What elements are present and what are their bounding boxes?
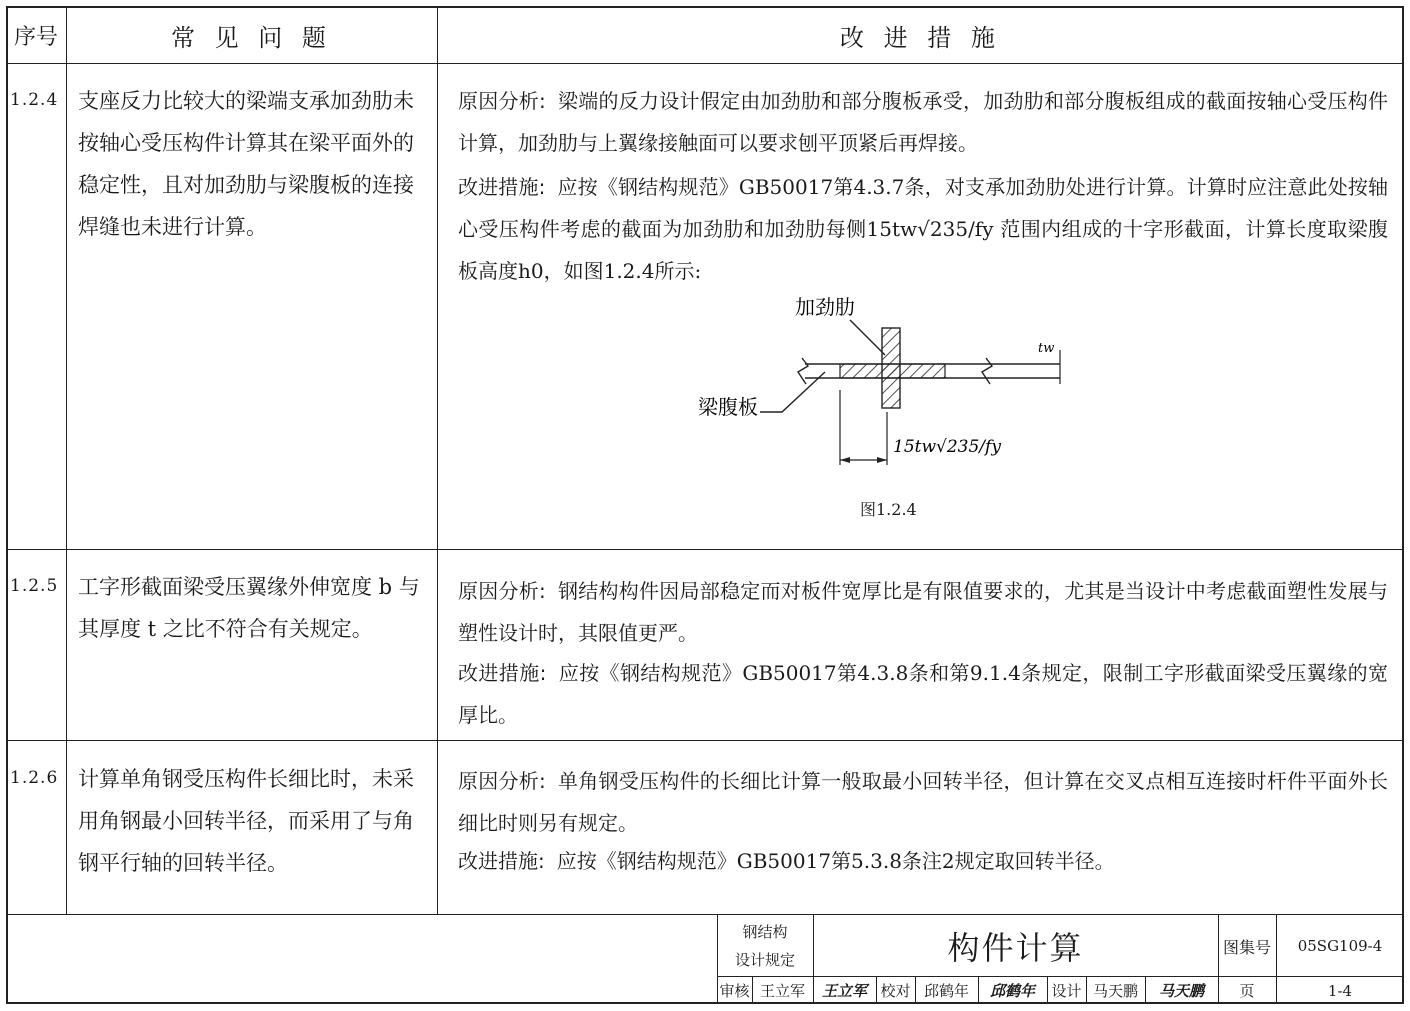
row-number: 1.2.4: [10, 90, 59, 110]
break-right: [982, 358, 992, 384]
measure-text: 应按《钢结构规范》GB50017第4.3.7条，对支承加劲肋处进行计算。计算时应注意此处按轴心受压构件考虑的截面为加劲肋和加劲肋每侧15tw√235/fy 范围内组成的十字形截面，计算长度取梁腹板高度h0，如图1.2.4所示:: [458, 175, 1389, 283]
web-label: 梁腹板: [698, 395, 758, 419]
col-divider-2: [437, 6, 438, 914]
figure-caption: 图1.2.4: [860, 500, 917, 519]
dim-arrow-right: [877, 457, 887, 463]
cause-text: 梁端的反力设计假定由加劲肋和部分腹板承受，加劲肋和部分腹板组成的截面按轴心受压构件计算，加劲肋与上翼缘接触面可以要求刨平顶紧后再焊接。: [458, 89, 1388, 155]
break-left: [798, 358, 808, 384]
tb-designer-signature: 马天鹏: [1158, 982, 1204, 1000]
tb-design-label: 设计: [1051, 982, 1082, 1000]
row-divider-1: [6, 549, 1404, 550]
measure-paragraph: [458, 166, 1388, 292]
cause-paragraph: [458, 760, 1388, 844]
stiffener-label: 加劲肋: [795, 295, 855, 319]
tb-title: 构件计算: [947, 929, 1084, 967]
col-divider-1: [66, 6, 67, 914]
tb-reviewer: 王立军: [759, 982, 805, 1000]
tb-review-label: 审核: [719, 982, 750, 1000]
tb-category-line2: 设计规定: [734, 950, 795, 969]
problem-text: 工字形截面梁受压翼缘外伸宽度 b 与其厚度 t 之比不符合有关规定。: [78, 575, 420, 641]
cause-text: 单角钢受压构件的长细比计算一般取最小回转半径，但计算在交叉点相互连接时杆件平面外长细比时则另有规定。: [458, 769, 1388, 835]
dim-arrow-left: [840, 457, 850, 463]
measure-label: 改进措施:: [458, 849, 545, 873]
title-block-top: [6, 914, 1404, 915]
tb-page-no: 1-4: [1327, 981, 1353, 1000]
cause-paragraph: [458, 80, 1388, 164]
tb-page-label: 页: [1239, 982, 1255, 1000]
stiffener-leader: [850, 320, 885, 355]
stiffener-section-figure: [690, 280, 1090, 480]
tw-label: tw: [1038, 341, 1055, 356]
measure-paragraph: [458, 840, 1388, 882]
problem-text: 支座反力比较大的梁端支承加劲肋未按轴心受压构件计算其在梁平面外的稳定性，且对加劲肋与梁腹板的连接焊缝也未进行计算。: [78, 89, 414, 239]
header-measure: 改 进 措 施: [840, 23, 1001, 52]
tb-checker-signature: 邱鹤年: [989, 982, 1035, 1000]
problem-text: 计算单角钢受压构件长细比时，未采用角钢最小回转半径，而采用了与角钢平行轴的回转半径。: [78, 767, 414, 875]
stiffener-plate: [882, 328, 900, 408]
cause-label: 原因分析:: [458, 89, 546, 113]
measure-text: 应按《钢结构规范》GB50017第5.3.8条注2规定取回转半径。: [556, 849, 1115, 873]
header-problem: 常 见 问 题: [171, 23, 332, 52]
cause-text: 钢结构构件因局部稳定而对板件宽厚比是有限值要求的，尤其是当设计中考虑截面塑性发展与塑性设计时，其限值更严。: [458, 579, 1388, 645]
tb-designer: 马天鹏: [1092, 982, 1138, 1000]
cause-label: 原因分析:: [458, 769, 546, 793]
tb-reviewer-signature: 王立军: [821, 982, 867, 1000]
tb-atlas-label: 图集号: [1222, 937, 1271, 957]
tb-atlas-no: 05SG109-4: [1297, 937, 1383, 955]
measure-label: 改进措施:: [458, 661, 547, 685]
cause-label: 原因分析:: [458, 579, 546, 603]
tb-check-label: 校对: [880, 982, 911, 1000]
row-number: 1.2.5: [10, 576, 59, 596]
dim-label: 15tw√235/fy: [893, 437, 1001, 457]
header-no: 序号: [13, 24, 58, 50]
tb-checker: 邱鹤年: [923, 982, 969, 1000]
cause-paragraph: [458, 570, 1388, 654]
measure-label: 改进措施:: [458, 175, 546, 199]
measure-paragraph: [458, 652, 1388, 736]
row-number: 1.2.6: [10, 768, 59, 788]
measure-text: 应按《钢结构规范》GB50017第4.3.8条和第9.1.4条规定，限制工字形截面梁受压翼缘的宽厚比。: [458, 661, 1388, 727]
row-divider-2: [6, 740, 1404, 741]
tb-category-line1: 钢结构: [742, 922, 788, 941]
